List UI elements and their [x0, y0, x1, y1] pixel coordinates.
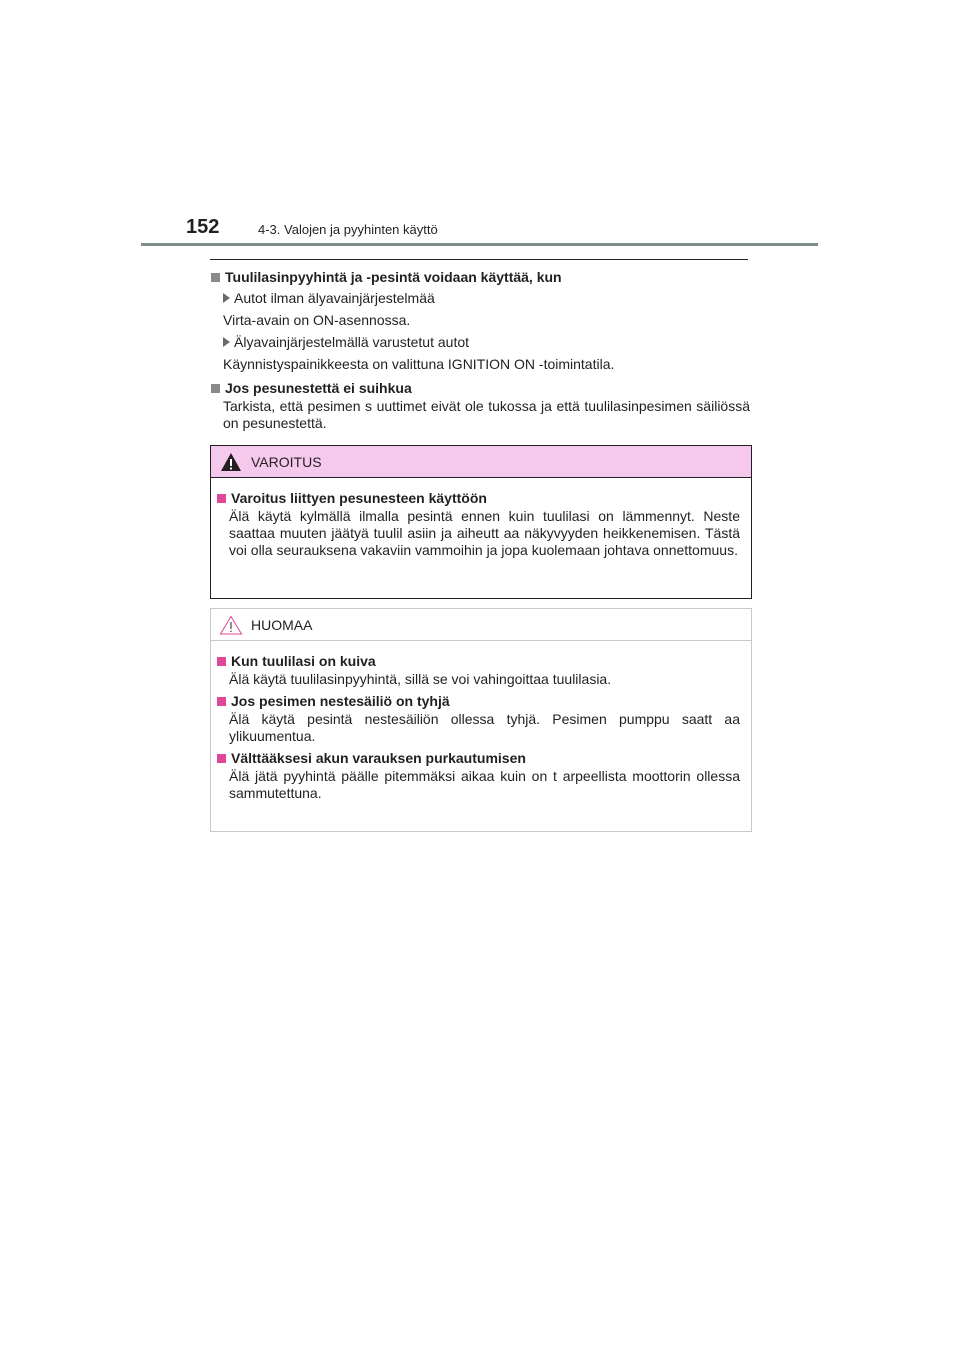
notice-text: Älä käytä pesintä nestesäiliön ollessa tyhjä. Pesimen pumppu saatt aa ylikuumentua.: [229, 711, 740, 744]
notice-text: Älä käytä tuulilasinpyyhintä, sillä se voi vahingoittaa tuulilasia.: [229, 671, 612, 687]
header-divider: [141, 243, 818, 246]
section-text: Tarkista, että pesimen s uuttimet eivät ole tukossa ja että tuulilasinpesimen säiliössä on pesunestettä.: [223, 398, 750, 431]
notice-header: [211, 609, 751, 641]
section-wiping-conditions: [210, 268, 750, 375]
notice-label: HUOMAA: [251, 616, 313, 633]
section-heading: [210, 268, 750, 287]
warning-header: [211, 446, 751, 478]
notice-heading-text: Välttääksesi akun varauksen purkautumisen: [231, 750, 526, 766]
notice-section: [216, 692, 740, 745]
notice-section: [216, 652, 740, 688]
main-content: [210, 268, 750, 436]
bullet-square-icon: [217, 697, 226, 706]
caution-triangle-outline-icon: [211, 615, 251, 635]
item-label: Älyavainjärjestelmällä varustetut autot: [234, 334, 470, 350]
page-number: 152: [186, 216, 220, 238]
item-text: Virta-avain on ON-asennossa.: [223, 312, 411, 328]
arrow-bullet-icon: [223, 337, 230, 347]
item-text: Käynnistyspainikkeesta on valittuna IGNITION ON -toimintatila.: [223, 356, 615, 372]
notice-text: Älä jätä pyyhintä päälle pitemmäksi aikaa kuin on t arpeellista moottorin ollessa sammutettuna.: [229, 768, 740, 801]
warning-heading: [216, 489, 740, 508]
warning-triangle-icon: [211, 452, 251, 472]
notice-section: [216, 749, 740, 802]
section-heading-text: Jos pesunestettä ei suihkua: [225, 380, 412, 396]
content-divider: [210, 259, 748, 260]
notice-heading: [216, 652, 740, 671]
chapter-title: 4-3. Valojen ja pyyhinten käyttö: [258, 222, 438, 237]
notice-heading: [216, 692, 740, 711]
section-heading-text: Tuulilasinpyyhintä ja -pesintä voidaan käyttää, kun: [225, 269, 562, 285]
notice-heading-text: Jos pesimen nestesäiliö on tyhjä: [231, 693, 450, 709]
warning-box: [210, 445, 752, 599]
section-heading: [210, 379, 750, 398]
item-label: Autot ilman älyavainjärjestelmää: [234, 290, 435, 306]
notice-box: [210, 608, 752, 832]
notice-heading-text: Kun tuulilasi on kuiva: [231, 653, 376, 669]
warning-label: VAROITUS: [251, 453, 322, 470]
bullet-square-icon: [217, 494, 226, 503]
warning-text: Älä käytä kylmällä ilmalla pesintä ennen kuin tuulilasi on lämmennyt. Neste saattaa muuten jäätyä tuulil asiin ja aiheutt aa näkyvyyden heikkenemisen. Tästä voi olla seurauksena vakaviin vammoihin ja jopa kuolemaan johtava onnettomuus.: [229, 508, 740, 558]
bullet-square-icon: [211, 384, 220, 393]
warning-heading-text: Varoitus liittyen pesunesteen käyttöön: [231, 490, 487, 506]
bullet-square-icon: [211, 273, 220, 282]
section-no-spray: [210, 379, 750, 432]
bullet-square-icon: [217, 754, 226, 763]
bullet-square-icon: [217, 657, 226, 666]
arrow-bullet-icon: [223, 293, 230, 303]
notice-heading: [216, 749, 740, 768]
warning-section: [216, 489, 740, 559]
